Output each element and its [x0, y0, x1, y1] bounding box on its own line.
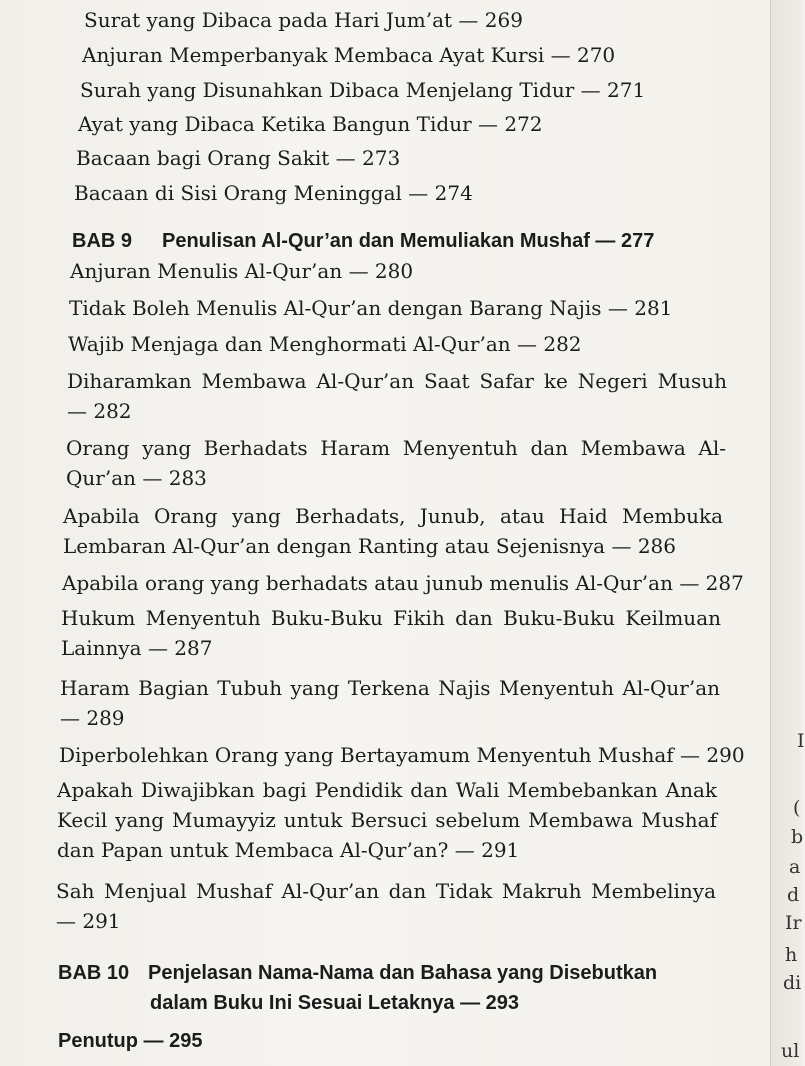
toc-entry: Ayat yang Dibaca Ketika Bangun Tidur — 272	[78, 112, 543, 136]
toc-entry: Apabila orang yang berhadats atau junub menulis Al-Qur’an — 287	[62, 571, 744, 595]
toc-entry: Apakah Diwajibkan bagi Pendidik dan Wali Membebankan Anak Kecil yang Mumayyiz untuk Bersuci sebelum Membawa Mushaf dan Papan untuk Membaca Al-Qur’an? — 291	[57, 778, 717, 862]
chapter-title: Penulisan Al-Qur’an dan Memuliakan Mushaf — 277	[162, 230, 655, 252]
toc-entry: Apabila Orang yang Berhadats, Junub, atau Haid Membuka Lembaran Al-Qur’an dengan Ranting atau Sejenisnya — 286	[63, 504, 723, 558]
edge-letter: a	[789, 856, 801, 878]
toc-entry: Orang yang Berhadats Haram Menyentuh dan Membawa Al-Qur’an — 283	[66, 436, 726, 490]
toc-entry: Bacaan bagi Orang Sakit — 273	[76, 146, 401, 170]
toc-entry: Sah Menjual Mushaf Al-Qur’an dan Tidak Makruh Membelinya — 291	[56, 879, 716, 933]
edge-letter: d	[787, 884, 800, 906]
chapter-title-line2: dalam Buku Ini Sesuai Letaknya — 293	[150, 992, 520, 1014]
toc-entry: Bacaan di Sisi Orang Meninggal — 274	[74, 181, 473, 205]
toc-entry: Wajib Menjaga dan Menghormati Al-Qur’an — 282	[68, 332, 582, 356]
toc-entry: Diharamkan Membawa Al-Qur’an Saat Safar ke Negeri Musuh — 282	[67, 369, 727, 423]
toc-entry: Anjuran Memperbanyak Membaca Ayat Kursi — 270	[82, 43, 616, 67]
edge-letter: Ir	[785, 912, 802, 934]
toc-entry: Surat yang Dibaca pada Hari Jum’at — 269	[84, 8, 523, 32]
toc-entry: Hukum Menyentuh Buku-Buku Fikih dan Buku-Buku Keilmuan Lainnya — 287	[61, 606, 721, 660]
toc-entry: Surah yang Disunahkan Dibaca Menjelang Tidur — 271	[80, 78, 646, 102]
chapter-title-line1: Penjelasan Nama-Nama dan Bahasa yang Disebutkan	[148, 962, 658, 984]
toc-entry: Haram Bagian Tubuh yang Terkena Najis Menyentuh Al-Qur’an — 289	[60, 676, 720, 730]
chapter-number: BAB 10	[58, 962, 130, 984]
toc-entry: Tidak Boleh Menulis Al-Qur’an dengan Barang Najis — 281	[69, 296, 673, 320]
edge-letter: ul	[781, 1040, 800, 1062]
edge-letter: h	[785, 944, 798, 966]
edge-letter: b	[791, 826, 804, 848]
edge-letter: di	[783, 972, 802, 994]
edge-letter: I	[797, 730, 805, 752]
edge-letter: (	[793, 797, 801, 819]
chapter-heading-bab9	[72, 226, 654, 256]
toc-entry: Anjuran Menulis Al-Qur’an — 280	[70, 259, 414, 283]
closing-entry: Penutup — 295	[58, 1030, 203, 1052]
chapter-number: BAB 9	[72, 230, 133, 252]
next-page-edge	[770, 0, 805, 1066]
toc-entry: Diperbolehkan Orang yang Bertayamum Menyentuh Mushaf — 290	[59, 743, 745, 767]
chapter-heading-bab10	[58, 958, 658, 1014]
